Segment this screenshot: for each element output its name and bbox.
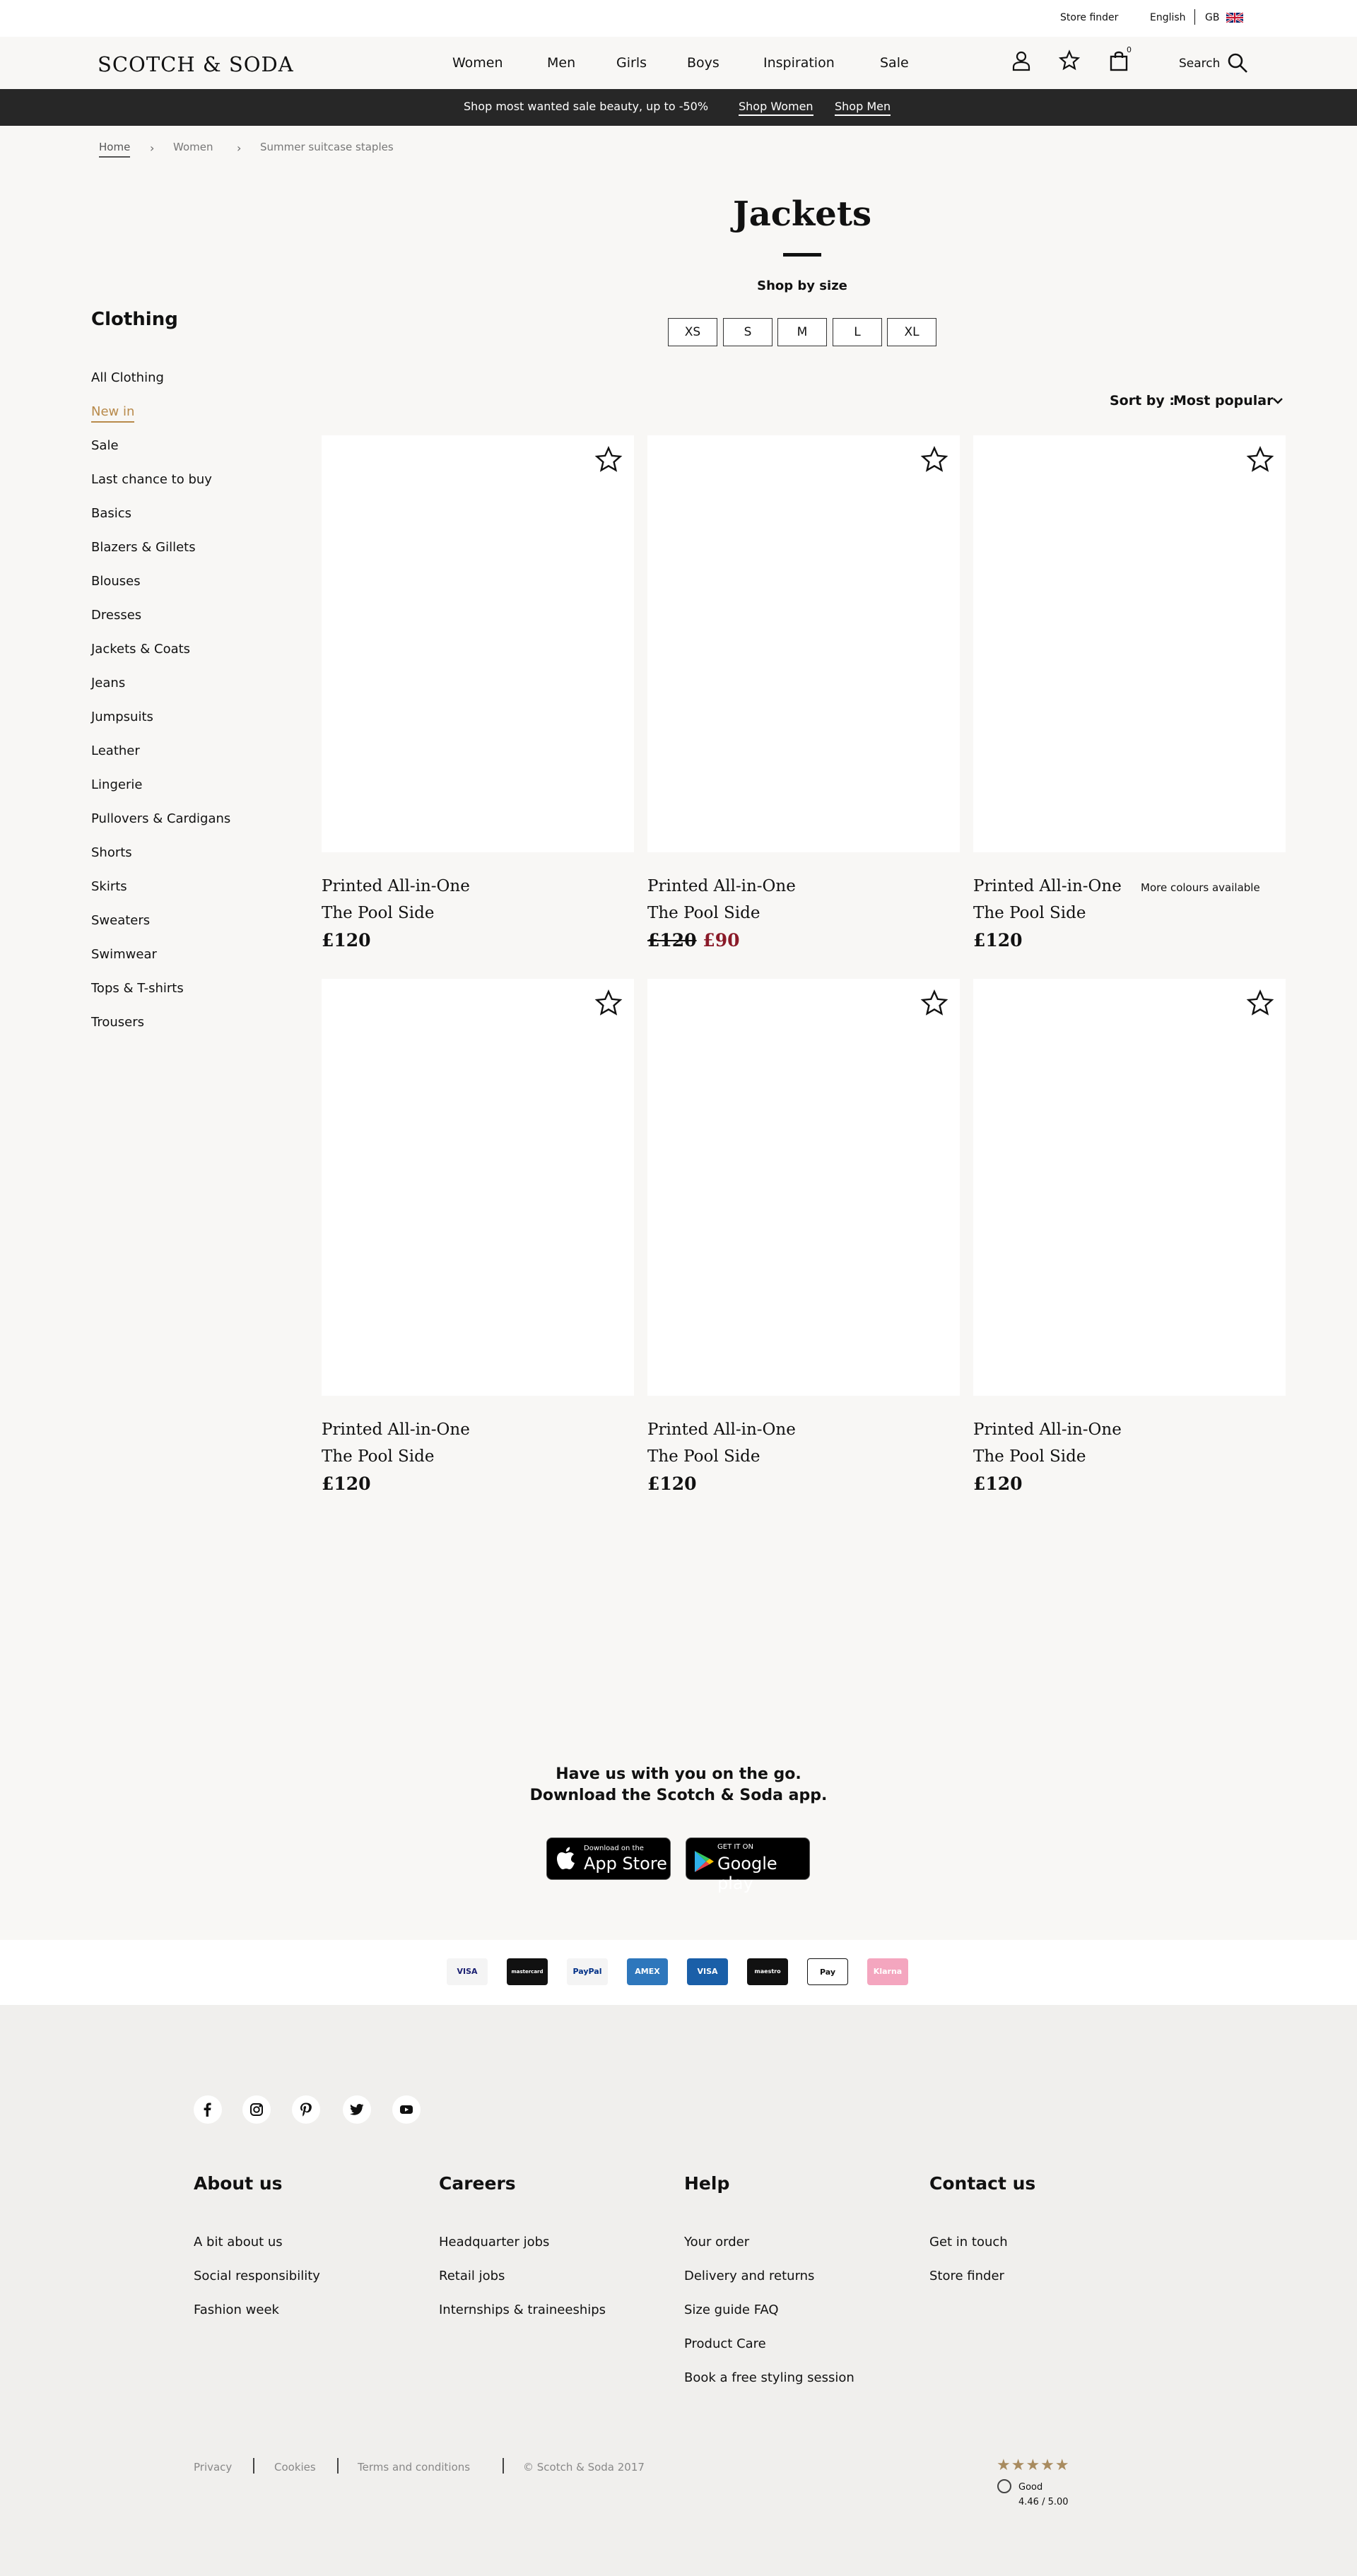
shop-by-size-heading: Shop by size (757, 278, 847, 293)
google-play-badge[interactable] (686, 1837, 810, 1893)
country-selector[interactable]: GB (1205, 12, 1220, 23)
logo[interactable]: SCOTCH & SODA (98, 52, 294, 76)
product-image[interactable] (973, 979, 1286, 1396)
utility-bar (0, 0, 1357, 37)
nav-inspiration[interactable]: Inspiration (763, 55, 835, 71)
rating-stars-icon: ★★★★★ (997, 2457, 1070, 2474)
product-collection: The Pool Side (973, 904, 1086, 922)
product-collection: The Pool Side (647, 904, 760, 922)
breadcrumb-women[interactable]: Women (173, 141, 213, 153)
footer-heading: About us (194, 2173, 283, 2194)
instagram-icon[interactable] (242, 2095, 271, 2124)
google-play-icon (692, 1849, 716, 1874)
pinterest-icon[interactable] (292, 2095, 320, 2124)
sort-label: Sort by : (1110, 393, 1175, 408)
sidebar-item-leather[interactable]: Leather (91, 743, 140, 758)
wishlist-star-icon[interactable] (920, 989, 948, 1017)
size-l-button[interactable]: L (833, 318, 882, 346)
footer (0, 2005, 1357, 2576)
nav-women[interactable]: Women (452, 55, 503, 71)
product-collection: The Pool Side (973, 1447, 1086, 1466)
product-name[interactable]: Printed All-in-One (322, 877, 470, 895)
uk-flag-icon[interactable] (1226, 13, 1243, 23)
footer-link[interactable]: Social responsibility (194, 2269, 320, 2283)
footer-link[interactable]: Book a free styling session (684, 2370, 854, 2385)
sale-price: £90 (703, 930, 740, 951)
rating-score: 4.46 / 5.00 (1018, 2497, 1069, 2507)
footer-link[interactable]: Fashion week (194, 2302, 279, 2317)
product-price: £120 (322, 1474, 371, 1494)
sidebar-item-trousers[interactable]: Trousers (91, 1015, 145, 1030)
app-store-text: App Store (584, 1854, 667, 1874)
nav-sale[interactable]: Sale (880, 55, 909, 71)
apple-pay-icon: Pay (807, 1958, 848, 1985)
cart-count-badge: 0 (1127, 45, 1132, 54)
sidebar-item-last-chance[interactable]: Last chance to buy (91, 472, 212, 487)
privacy-link[interactable]: Privacy (194, 2461, 233, 2474)
apple-icon (556, 1847, 577, 1871)
product-price: £120 (973, 1474, 1023, 1494)
divider (503, 2458, 504, 2474)
wishlist-star-icon[interactable] (1059, 49, 1080, 72)
sidebar-item-jackets-coats[interactable]: Jackets & Coats (91, 642, 191, 657)
footer-heading: Contact us (929, 2173, 1036, 2194)
sidebar-item-skirts[interactable]: Skirts (91, 879, 127, 894)
chevron-down-icon[interactable] (1271, 393, 1285, 408)
product-collection: The Pool Side (322, 904, 435, 922)
product-image[interactable] (973, 435, 1286, 852)
mastercard-icon: mastercard (507, 1958, 548, 1985)
app-promo-line1: Have us with you on the go. (556, 1765, 801, 1783)
footer-link[interactable]: Product Care (684, 2336, 766, 2351)
divider (253, 2458, 254, 2474)
klarna-icon: Klarna (867, 1958, 908, 1985)
sidebar-item-dresses[interactable]: Dresses (91, 608, 142, 623)
chevron-right-icon: › (150, 141, 155, 155)
nav-girls[interactable]: Girls (616, 55, 647, 71)
product-price: £120 (322, 930, 371, 951)
nav-men[interactable]: Men (547, 55, 576, 71)
store-finder-link[interactable]: Store finder (1060, 12, 1119, 23)
maestro-icon: maestro (747, 1958, 788, 1985)
wishlist-star-icon[interactable] (594, 445, 623, 474)
sidebar-item-jeans[interactable]: Jeans (91, 676, 126, 690)
footer-link[interactable]: Size guide FAQ (684, 2302, 779, 2317)
app-store-badge[interactable] (546, 1837, 671, 1880)
footer-link[interactable]: A bit about us (194, 2235, 283, 2249)
terms-link[interactable]: Terms and conditions (358, 2461, 471, 2474)
nav-boys[interactable]: Boys (687, 55, 719, 71)
page-title: Jackets (732, 194, 872, 234)
breadcrumb-current: Summer suitcase staples (260, 141, 394, 153)
copyright-text: © Scotch & Soda 2017 (523, 2461, 645, 2474)
divider (337, 2458, 339, 2474)
google-play-small-text: GET IT ON (717, 1843, 753, 1851)
product-name[interactable]: Printed All-in-One (322, 1421, 470, 1439)
account-icon[interactable] (1011, 49, 1032, 72)
product-collection: The Pool Side (647, 1447, 760, 1466)
more-colours-note[interactable]: More colours available (1141, 881, 1260, 894)
footer-link[interactable]: Store finder (929, 2269, 1004, 2283)
wishlist-star-icon[interactable] (594, 989, 623, 1017)
breadcrumb-home[interactable]: Home (99, 141, 130, 158)
product-image[interactable] (322, 979, 634, 1396)
size-xs-button[interactable]: XS (668, 318, 717, 346)
sidebar-item-blouses[interactable]: Blouses (91, 574, 141, 589)
sort-value[interactable]: Most popular (1173, 393, 1274, 408)
sidebar-item-tops[interactable]: Tops & T-shirts (91, 981, 184, 996)
language-selector[interactable]: English (1150, 12, 1186, 23)
title-underline (783, 253, 821, 257)
rating-label: Good (1018, 2482, 1043, 2493)
product-name[interactable]: Printed All-in-One (647, 1421, 796, 1439)
sidebar-item-swimwear[interactable]: Swimwear (91, 947, 157, 962)
product-image[interactable] (647, 979, 960, 1396)
size-s-button[interactable]: S (723, 318, 773, 346)
product-price: £120 (973, 930, 1023, 951)
product-image[interactable] (322, 435, 634, 852)
main-nav (0, 55, 1357, 76)
youtube-icon[interactable] (392, 2095, 421, 2124)
visa-icon: VISA (447, 1958, 488, 1985)
paypal-icon: PayPal (567, 1958, 608, 1985)
google-play-text: Google play (717, 1854, 777, 1893)
original-price: £120 (647, 930, 697, 951)
visa-electron-icon: VISA (687, 1958, 728, 1985)
main-header (0, 37, 1357, 89)
size-xl-button[interactable]: XL (887, 318, 936, 346)
sidebar-title: Clothing (91, 309, 178, 330)
footer-link[interactable]: Get in touch (929, 2235, 1008, 2249)
app-store-small-text: Download on the (584, 1845, 644, 1852)
sidebar-item-lingerie[interactable]: Lingerie (91, 777, 143, 792)
product-price: £120 (647, 1474, 697, 1494)
search-icon[interactable] (1227, 52, 1248, 73)
footer-link[interactable]: Delivery and returns (684, 2269, 815, 2283)
amex-icon: AMEX (627, 1958, 668, 1985)
footer-link[interactable]: Headquarter jobs (439, 2235, 550, 2249)
wishlist-star-icon[interactable] (1246, 989, 1274, 1017)
size-m-button[interactable]: M (777, 318, 827, 346)
sidebar-item-all-clothing[interactable]: All Clothing (91, 370, 164, 385)
payment-methods-strip (0, 1940, 1357, 2005)
footer-link[interactable]: Internships & traineeships (439, 2302, 606, 2317)
sidebar-item-blazers[interactable]: Blazers & Gillets (91, 540, 196, 555)
product-image[interactable] (647, 435, 960, 852)
promo-text: Shop most wanted sale beauty, up to -50% (464, 100, 709, 113)
divider (1194, 9, 1195, 25)
product-price (647, 930, 740, 951)
rating-badge-icon (997, 2479, 1011, 2493)
search-label[interactable]: Search (1179, 57, 1221, 71)
wishlist-star-icon[interactable] (920, 445, 948, 474)
product-name[interactable]: Printed All-in-One (647, 877, 796, 895)
promo-banner (0, 89, 1357, 126)
footer-heading: Help (684, 2173, 730, 2194)
cookies-link[interactable]: Cookies (274, 2461, 316, 2474)
sidebar-item-sweaters[interactable]: Sweaters (91, 913, 151, 928)
wishlist-star-icon[interactable] (1246, 445, 1274, 474)
product-name[interactable]: Printed All-in-One (973, 1421, 1122, 1439)
chevron-right-icon: › (237, 141, 242, 155)
product-collection: The Pool Side (322, 1447, 435, 1466)
sidebar-item-pullovers[interactable]: Pullovers & Cardigans (91, 811, 231, 826)
sidebar-item-basics[interactable]: Basics (91, 506, 132, 521)
product-name[interactable]: Printed All-in-One (973, 877, 1122, 895)
footer-link[interactable]: Retail jobs (439, 2269, 505, 2283)
twitter-icon[interactable] (343, 2095, 371, 2124)
app-promo-line2: Download the Scotch & Soda app. (529, 1787, 828, 1804)
shop-men-link[interactable]: Shop Men (835, 100, 891, 116)
shop-women-link[interactable]: Shop Women (739, 100, 813, 116)
sidebar-item-jumpsuits[interactable]: Jumpsuits (91, 710, 153, 724)
sidebar-item-new-in[interactable]: New in (91, 404, 134, 423)
footer-link[interactable]: Your order (684, 2235, 750, 2249)
sidebar-item-shorts[interactable]: Shorts (91, 845, 132, 860)
footer-heading: Careers (439, 2173, 516, 2194)
facebook-icon[interactable] (194, 2095, 222, 2124)
sidebar-item-sale[interactable]: Sale (91, 438, 119, 453)
